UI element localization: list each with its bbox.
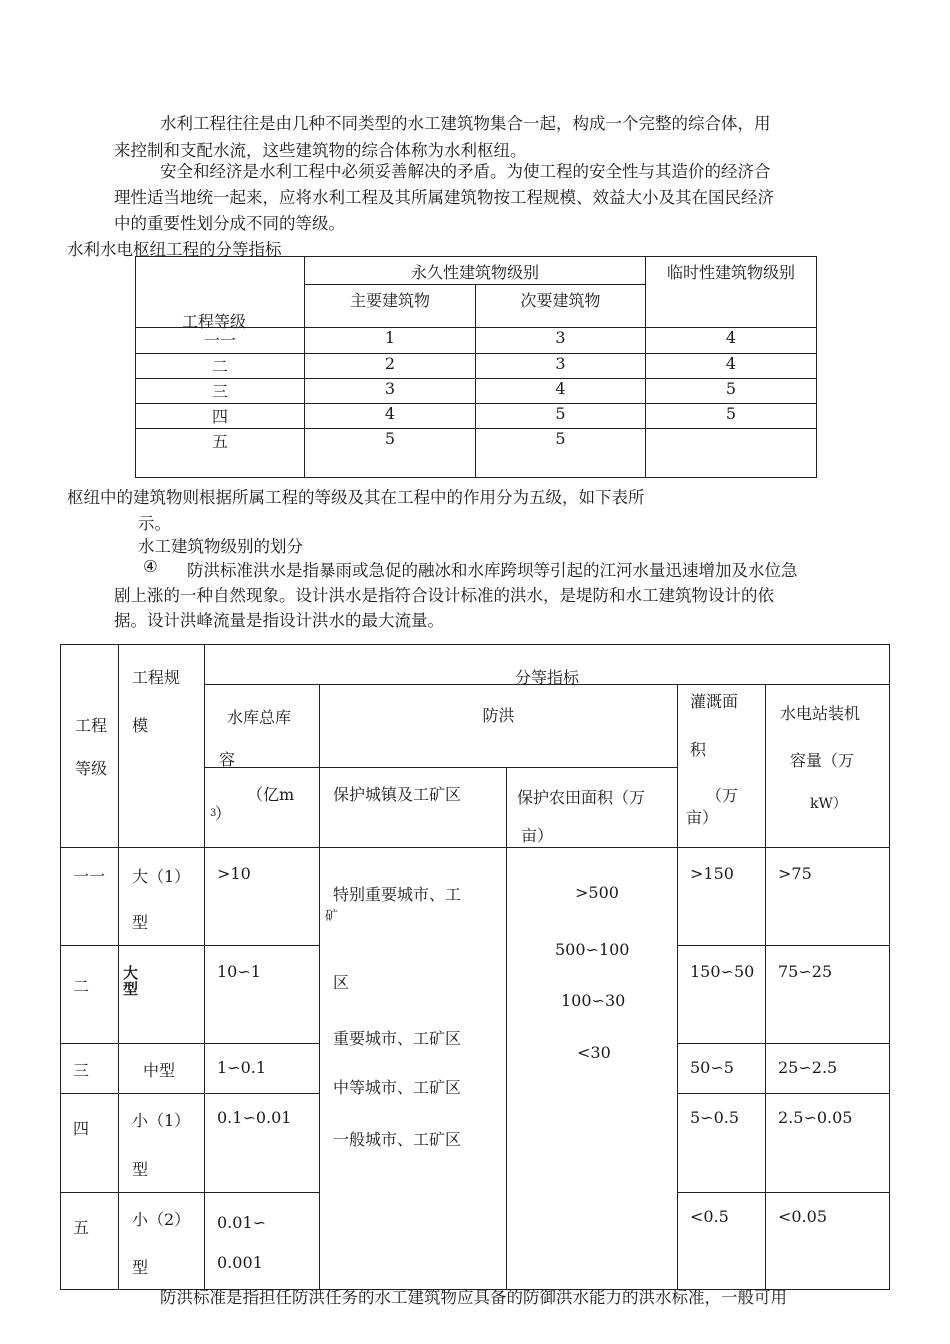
- t2-grade: 二: [73, 977, 90, 996]
- t2-reservoir-1: 0.01∽: [217, 1213, 267, 1232]
- middle-line1: 枢纽中的建筑物则根据所属工程的等级及其在工程中的作用分为五级，如下表所: [67, 488, 645, 507]
- t2-reservoir-cell: [205, 946, 320, 1044]
- t1-main: 1: [305, 328, 476, 354]
- t1-grade: 四: [136, 404, 305, 429]
- t2-header-index-cell: [205, 645, 890, 685]
- t1-header-secondary: 次要建筑物: [520, 291, 601, 311]
- t2-header-scale-2: 模: [132, 716, 149, 735]
- t2-grade-cell: [61, 1094, 119, 1193]
- grade-index-table: [135, 256, 817, 478]
- intro-p1-line1: 水利工程往往是由几种不同类型的水工建筑物集合一起，构成一个完整的综合体，用: [160, 114, 771, 133]
- t2-reservoir-2: 0.001: [217, 1253, 263, 1272]
- t1-secondary: 3: [476, 328, 646, 354]
- table-row: [136, 354, 817, 379]
- t1-temporary: [646, 429, 817, 478]
- t2-header-hydro-1: 水电站装机: [780, 704, 861, 723]
- t2-hydro: 2.5∽0.05: [778, 1108, 853, 1127]
- intro-p2-line2: 理性适当地统一起来，应将水利工程及其所属建筑物按工程规模、效益大小及其在国民经济: [114, 188, 774, 207]
- building-grade-table: [60, 644, 890, 1290]
- t2-header-reservoir-unit-sub: 3: [210, 808, 217, 819]
- table-row: [61, 848, 890, 946]
- t2-irrigation-cell: [678, 1094, 766, 1193]
- t2-flood-city-line: 中等城市、工矿区: [333, 1078, 462, 1097]
- t2-flood-city-line: 重要城市、工矿区: [333, 1029, 462, 1048]
- t2-flood-city-line: 一般城市、工矿区: [333, 1130, 462, 1149]
- t2-header-flood: 防洪: [482, 706, 515, 725]
- t1-header-grade: 工程等级: [182, 312, 247, 331]
- t2-scale-2: 型: [123, 980, 139, 998]
- t2-grade-cell: [61, 1193, 119, 1290]
- t2-header-scale-cell: [119, 645, 205, 848]
- t2-grade: 四: [73, 1119, 90, 1138]
- t2-header-reservoir-1: 水库总库: [227, 708, 292, 727]
- t2-irrigation-cell: [678, 1193, 766, 1290]
- t2-scale-cell: [119, 1094, 205, 1193]
- t2-flood-farm-line: 500∽100: [555, 940, 630, 959]
- t2-hydro-cell: [766, 946, 890, 1044]
- t2-scale-cell: [119, 848, 205, 946]
- t2-header-reservoir-unit-cell: [205, 768, 320, 848]
- t2-flood-city-merged-cell: [320, 848, 507, 1290]
- t2-reservoir-cell: [205, 1094, 320, 1193]
- t1-header-main-cell: [305, 285, 476, 328]
- t2-scale-1: 大: [123, 964, 139, 982]
- t2-grade: 三: [73, 1061, 90, 1080]
- t1-grade: 二: [136, 354, 305, 379]
- t2-reservoir-cell: [205, 848, 320, 946]
- t2-flood-farm-merged-cell: [507, 848, 678, 1290]
- t2-irrigation-cell: [678, 848, 766, 946]
- t2-reservoir-cell: [205, 1193, 320, 1290]
- t2-irrigation: 5∽0.5: [690, 1108, 740, 1127]
- t2-hydro-cell: [766, 1193, 890, 1290]
- t2-header-flood-city-cell: [320, 768, 507, 848]
- footer-line1: 防洪标准是指担任防洪任务的水工建筑物应具备的防御洪水能力的洪水标准，一般可用: [160, 1288, 787, 1307]
- t1-secondary: 4: [476, 379, 646, 404]
- t1-header-permanent: 永久性建筑物级别: [411, 263, 540, 282]
- t1-secondary: 3: [476, 354, 646, 379]
- t2-reservoir: >10: [217, 864, 251, 883]
- t2-header-hydro-3: kW）: [810, 796, 847, 812]
- t2-header-flood-farm-2: 亩）: [521, 826, 554, 845]
- t1-secondary: 5: [476, 404, 646, 429]
- t2-irrigation: 150∽50: [690, 962, 755, 981]
- t2-header-scale-1: 工程规: [132, 668, 181, 687]
- t2-header-hydro-cell: [766, 685, 890, 848]
- t2-header-grade-2: 等级: [75, 759, 108, 778]
- t1-main: 4: [305, 404, 476, 429]
- t1-header-main: 主要建筑物: [349, 291, 430, 311]
- t2-flood-city-line: 区: [333, 973, 350, 992]
- t2-flood-farm-line: 100∽30: [561, 991, 626, 1010]
- t2-hydro: 75∽25: [778, 962, 833, 981]
- t2-reservoir: 10∽1: [217, 962, 261, 981]
- t2-header-flood-farm-1: 保护农田面积（万: [517, 788, 646, 807]
- t2-header-irrigation-2: 积: [690, 740, 707, 759]
- t2-scale-1: 小（1）: [132, 1111, 191, 1130]
- table-row: [136, 379, 817, 404]
- t2-header-flood-farm-cell: [507, 768, 678, 848]
- t2-reservoir: 1∽0.1: [217, 1058, 267, 1077]
- t2-scale-2: 型: [132, 1258, 149, 1277]
- t2-header-flood-city: 保护城镇及工矿区: [333, 785, 462, 804]
- t2-hydro-cell: [766, 1044, 890, 1094]
- t2-header-reservoir-unit-2: ）: [215, 804, 232, 823]
- table1-caption: 水利水电枢纽工程的分等指标: [67, 240, 282, 259]
- t2-scale-2: 型: [132, 913, 149, 932]
- t2-flood-city-line: 特别重要城市、工: [333, 885, 462, 904]
- intro-p2-line1: 安全和经济是水利工程中必须妥善解决的矛盾。为使工程的安全性与其造价的经济合: [160, 162, 771, 181]
- t2-irrigation-cell: [678, 1044, 766, 1094]
- t1-grade: 一一: [136, 328, 305, 354]
- flood-line3: 据。设计洪峰流量是指设计洪水的最大流量。: [114, 611, 444, 630]
- t2-header-index: 分等指标: [515, 668, 580, 687]
- t1-header-grade-cell: [136, 257, 305, 331]
- t2-flood-city-line: 矿: [325, 909, 339, 924]
- t2-grade: 五: [73, 1218, 90, 1237]
- t2-irrigation: >150: [690, 864, 734, 883]
- flood-marker: ④: [143, 557, 158, 576]
- t2-hydro: 25∽2.5: [778, 1058, 838, 1077]
- t2-flood-farm-line: >500: [575, 883, 619, 902]
- t2-scale-2: 型: [132, 1160, 149, 1179]
- t2-header-irrigation-1: 灌溉面: [690, 692, 739, 711]
- t1-temporary: 5: [646, 404, 817, 429]
- t2-scale-1: 小（2）: [132, 1210, 191, 1229]
- t1-grade: 三: [136, 379, 305, 404]
- t2-irrigation-cell: [678, 946, 766, 1044]
- t1-temporary: 5: [646, 379, 817, 404]
- t1-header-temporary-cell: [646, 257, 817, 328]
- t2-scale-cell: [119, 946, 205, 1044]
- t2-hydro: >75: [778, 864, 812, 883]
- t1-temporary: 4: [646, 354, 817, 379]
- t1-header-permanent-cell: [305, 257, 646, 285]
- t1-main: 3: [305, 379, 476, 404]
- t2-flood-farm-line: <30: [577, 1043, 611, 1062]
- t2-grade-cell: [61, 848, 119, 946]
- t2-grade-cell: [61, 1044, 119, 1094]
- intro-p1-line2: 来控制和支配水流，这些建筑物的综合体称为水利枢纽。: [114, 141, 527, 160]
- t2-grade: 一一: [73, 867, 106, 886]
- t2-header-irrigation-3: （万: [706, 786, 739, 805]
- t2-irrigation: <0.5: [690, 1207, 729, 1226]
- middle-line2: 示。: [138, 514, 171, 533]
- t2-irrigation: 50∽5: [690, 1058, 734, 1077]
- t2-reservoir: 0.1∽0.01: [217, 1108, 292, 1127]
- t2-scale-1: 中型: [143, 1061, 176, 1080]
- t2-header-grade-1: 工程: [75, 716, 108, 735]
- t2-header-flood-cell: [320, 685, 678, 768]
- t2-hydro-cell: [766, 848, 890, 946]
- flood-line2: 剧上涨的一种自然现象。设计洪水是指符合设计标准的洪水，是堤防和水工建筑物设计的依: [114, 586, 774, 605]
- t2-scale-cell: [119, 1193, 205, 1290]
- t2-header-irrigation-cell: [678, 685, 766, 848]
- t2-header-reservoir-2: 容: [219, 750, 236, 769]
- middle-line3: 水工建筑物级别的划分: [138, 537, 303, 556]
- t2-header-reservoir-unit-1: （亿m: [247, 785, 295, 804]
- t2-header-hydro-2: 容量（万: [790, 751, 855, 770]
- t2-scale-1: 大（1）: [132, 867, 191, 886]
- t1-grade: 五: [136, 429, 305, 478]
- t1-header-temporary: 临时性建筑物级别: [667, 263, 796, 282]
- table-row: [136, 429, 817, 478]
- t2-header-irrigation-4: 亩）: [686, 808, 719, 827]
- t2-grade-cell: [61, 946, 119, 1044]
- t2-hydro-cell: [766, 1094, 890, 1193]
- t2-header-reservoir-cell: [205, 685, 320, 768]
- t1-main: 2: [305, 354, 476, 379]
- flood-line1: 防洪标准洪水是指暴雨或急促的融冰和水库跨坝等引起的江河水量迅速增加及水位急: [187, 561, 798, 580]
- t2-reservoir-cell: [205, 1044, 320, 1094]
- t2-scale-cell: [119, 1044, 205, 1094]
- t1-temporary: 4: [646, 328, 817, 354]
- table-row: [136, 404, 817, 429]
- t2-hydro: <0.05: [778, 1207, 828, 1226]
- t1-secondary: 5: [476, 429, 646, 478]
- t1-main: 5: [305, 429, 476, 478]
- t1-header-secondary-cell: [476, 285, 646, 328]
- t2-header-grade-cell: [61, 645, 119, 848]
- intro-p2-line3: 中的重要性划分成不同的等级。: [114, 214, 345, 233]
